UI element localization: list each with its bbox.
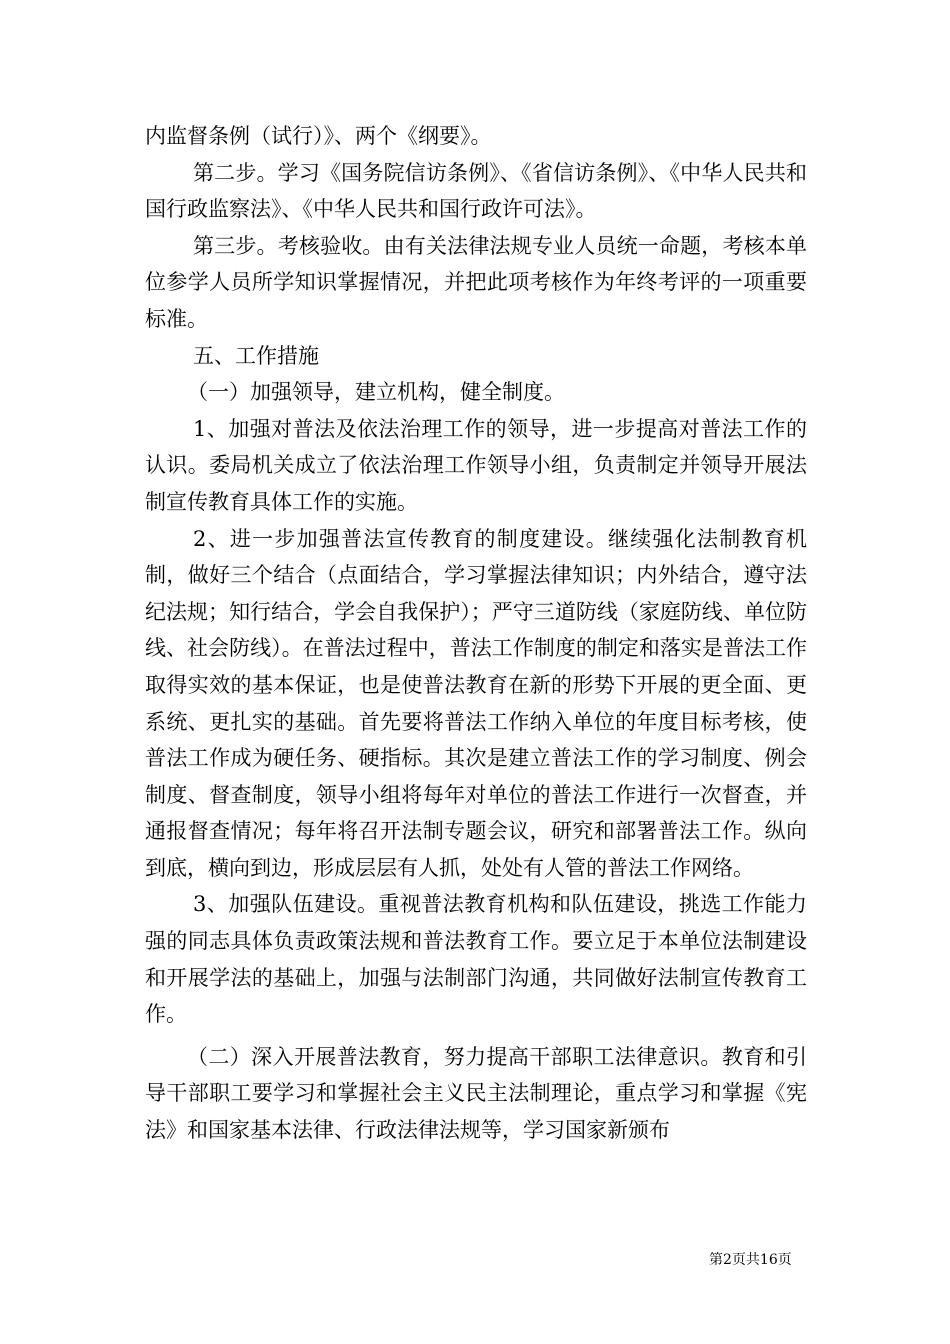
paragraph-continuation: 内监督条例（试行）》、两个《纲要》。 bbox=[145, 124, 492, 148]
paragraph-step-three: 第三步。考核验收。由有关法律法规专业人员统一命题，考核本单位参学人员所学知识掌握情况，并把此项考核作为年终考评的一项重要标准。 bbox=[145, 233, 807, 331]
paragraph-item-2: 2、进一步加强普法宣传教育的制度建设。继续强化法制教育机制，做好三个结合（点面结合，学习掌握法律知识；内外结合，遵守法纪法规；知行结合，学会自我保护）；严守三道防线（家庭防线、单位防线、社会防线）。在普法过程中，普法工作制度的制定和落实是普法工作取得实效的基本保证，也是使普法教育在新的形势下开展的更全面、更系统、更扎实的基础。首先要将普法工作纳入单位的年度目标考核，使普法工作成为硬任务、硬指标。其次是建立普法工作的学习制度、例会制度、督查制度，领导小组将每年对单位的普法工作进行一次督查，并通报督查情况；每年将召开法制专题会议，研究和部署普法工作。纵向到底，横向到边，形成层层有人抓，处处有人管的普法工作网络。 bbox=[145, 526, 807, 880]
paragraph-item-1: 1、加强对普法及依法治理工作的领导，进一步提高对普法工作的认识。委局机关成立了依法治理工作领导小组，负责制定并领导开展法制宣传教育具体工作的实施。 bbox=[145, 416, 807, 514]
paragraph-step-two: 第二步。学习《国务院信访条例》、《省信访条例》、《中华人民共和国行政监察法》、《中华人民共和国行政许可法》。 bbox=[145, 160, 807, 222]
paragraph-item-3: 3、加强队伍建设。重视普法教育机构和队伍建设，挑选工作能力强的同志具体负责政策法规和普法教育工作。要立足于本单位法制建设和开展学法的基础上，加强与法制部门沟通，共同做好法制宣传教育工作。 bbox=[145, 892, 807, 1027]
subheading-leadership: （一）加强领导，建立机构，健全制度。 bbox=[187, 380, 565, 405]
page-number-footer: 第2页共16页 bbox=[709, 1252, 792, 1268]
section-heading-work-measures: 五、工作措施 bbox=[193, 343, 319, 368]
paragraph-subsection-2: （二）深入开展普法教育，努力提高干部职工法律意识。教育和引导干部职工要学习和掌握社会主义民主法制理论，重点学习和掌握《宪法》和国家基本法律、行政法律法规等，学习国家新颁布 bbox=[145, 1044, 807, 1143]
document-body bbox=[145, 118, 807, 1149]
